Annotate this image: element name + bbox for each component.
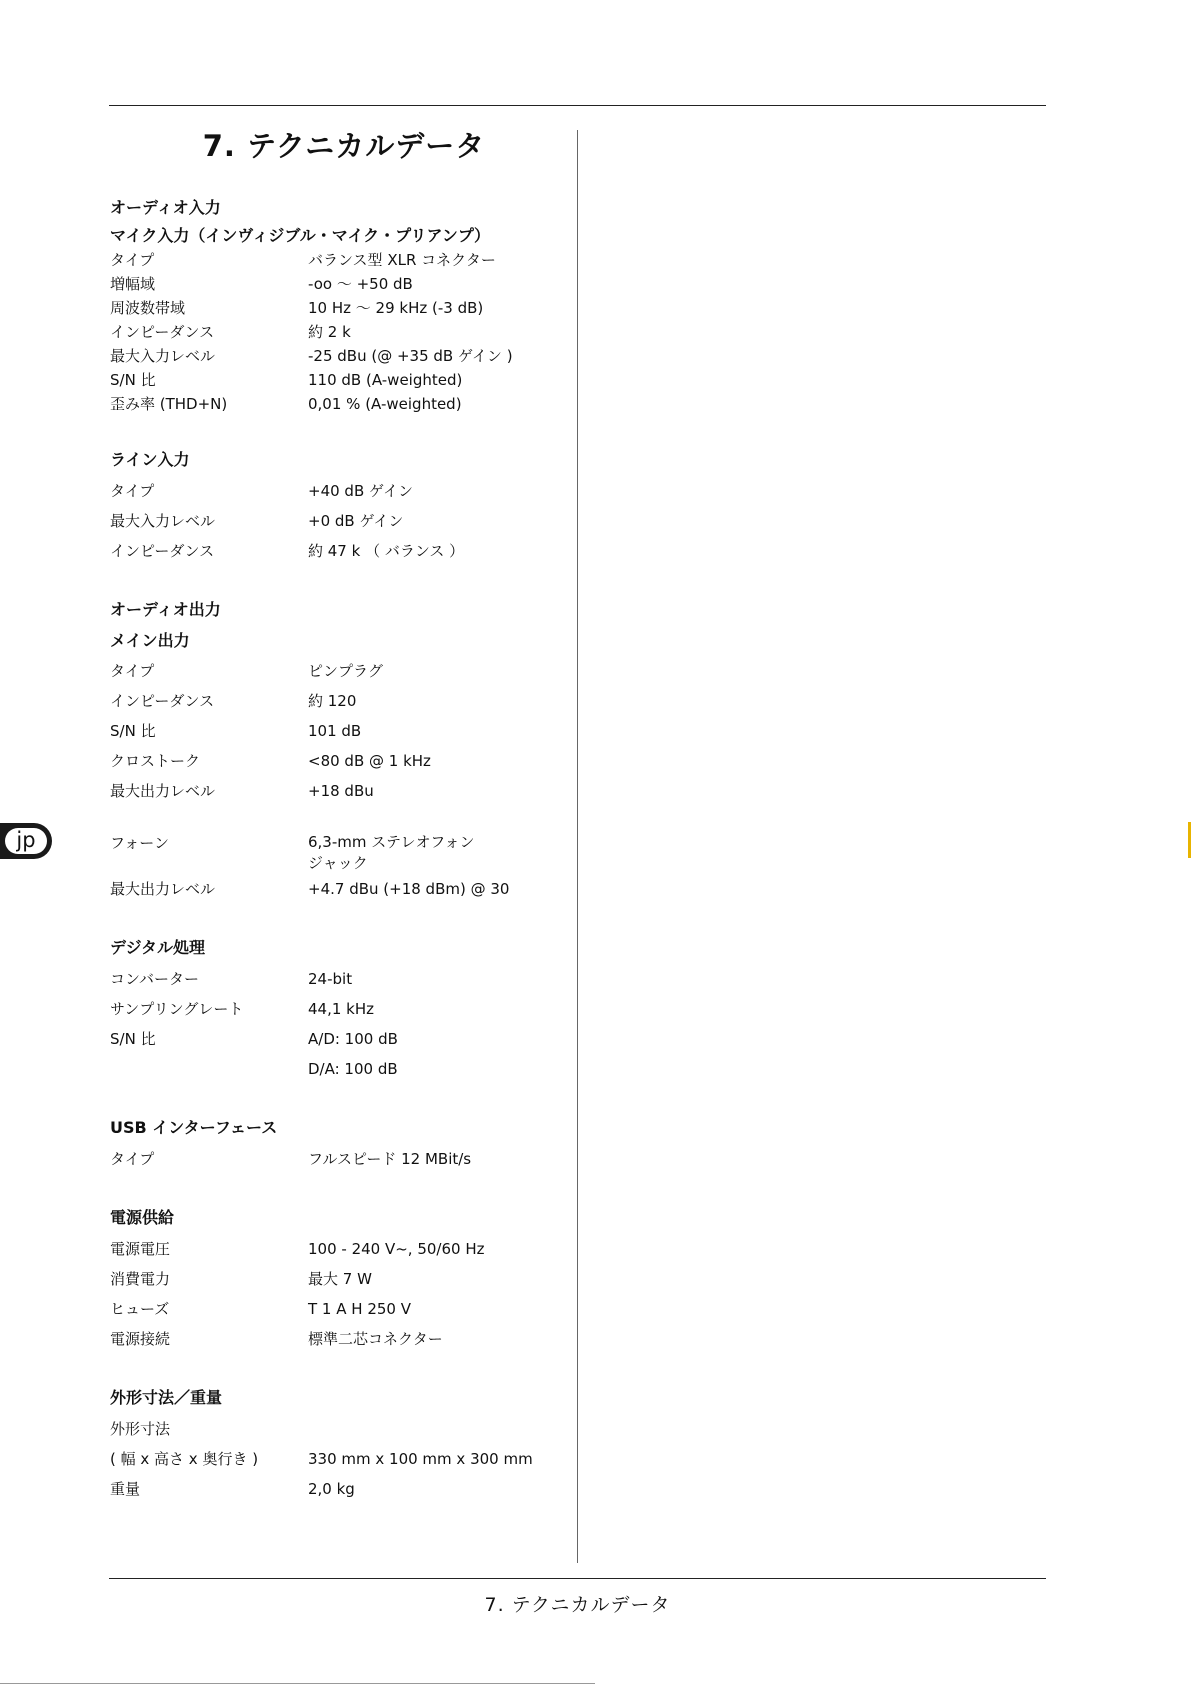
spec-label: 最大出力レベル [110,782,216,800]
spec-value: 約 47 k （ バランス ） [308,542,465,560]
spec-value: 100 - 240 V~, 50/60 Hz [308,1240,485,1258]
spec-label: 重量 [110,1480,141,1498]
spec-row [110,1264,570,1294]
spec-row [110,1414,570,1444]
spec-row [110,320,570,344]
spec-value: ピンプラグ [308,662,384,680]
spec-value: A/D: 100 dB [308,1030,398,1048]
language-tab [0,823,52,859]
spec-label: ( 幅 x 高さ x 奥行き ) [110,1450,259,1468]
section-title: デジタル処理 [110,938,206,957]
spec-row [110,1024,570,1054]
section-power-supply [110,1206,570,1354]
spec-label: 電源電圧 [110,1240,171,1258]
spec-label: タイプ [110,482,155,500]
spec-value: 0,01 % (A-weighted) [308,395,462,413]
spec-row [110,686,570,716]
spec-value: <80 dB @ 1 kHz [308,752,431,770]
spec-row [110,964,570,994]
spec-row [110,1234,570,1264]
spec-value: 110 dB (A-weighted) [308,371,463,389]
section-title: オーディオ出力 [110,600,221,619]
spec-value: T 1 A H 250 V [308,1300,411,1318]
spec-value: 10 Hz 〜 29 kHz (-3 dB) [308,299,484,317]
spec-label: ヒューズ [110,1300,170,1318]
spec-label [110,1054,308,1084]
spec-value: 24-bit [308,970,353,988]
section-title: USB インターフェース [110,1118,278,1137]
section-dimensions-weight [110,1386,570,1504]
spec-row [110,344,570,368]
section-digital-processing [110,936,570,1084]
spec-row [110,874,570,904]
spec-value: 44,1 kHz [308,1000,375,1018]
section-line-input [110,448,570,566]
spec-value: 約 2 k [308,323,351,341]
spec-label: 外形寸法 [110,1420,171,1438]
column-divider [577,130,578,1563]
section-title: 電源供給 [110,1208,175,1227]
spec-label: インピーダンス [110,692,215,710]
spec-row [110,272,570,296]
spec-value: -oo 〜 +50 dB [308,275,413,293]
spec-label: 歪み率 (THD+N) [110,395,228,413]
spec-row [110,1054,570,1084]
spec-label: インピーダンス [110,542,215,560]
spec-row [110,994,570,1024]
spec-value: -25 dBu (@ +35 dB ゲイン ) [308,347,513,365]
spec-value: バランス型 XLR コネクター [308,251,496,269]
spec-label: 増幅域 [110,275,156,293]
spec-label: 最大入力レベル [110,512,216,530]
section-title: 外形寸法／重量 [110,1388,223,1407]
spec-label: 最大出力レベル [110,880,216,898]
spec-label: S/N 比 [110,1030,156,1048]
spec-label: S/N 比 [110,722,156,740]
spec-value: D/A: 100 dB [308,1060,398,1078]
spec-row-phones [110,828,570,874]
spec-row [110,296,570,320]
spec-row [110,656,570,686]
spec-label: 消費電力 [110,1270,171,1288]
spec-value: フルスピード 12 MBit/s [308,1150,472,1168]
spec-row [110,776,570,806]
section-usb-interface [110,1116,570,1174]
spec-value: 330 mm x 100 mm x 300 mm [308,1450,533,1468]
spec-label: サンプリングレート [110,1000,244,1018]
spec-label: 電源接続 [110,1330,171,1348]
spec-value: 2,0 kg [308,1480,355,1498]
spec-value: 6,3-mm ステレオフォン ジャック [308,833,475,872]
spec-label: 最大入力レベル [110,347,216,365]
spec-value: +4.7 dBu (+18 dBm) @ 30 [308,880,510,898]
spec-value: 標準二芯コネクター [308,1330,443,1348]
spec-row [110,248,570,272]
spec-value [308,1414,570,1444]
spec-row [110,476,570,506]
spec-label: タイプ [110,1150,155,1168]
page-title: 7. テクニカルデータ [202,129,486,163]
spec-value: 最大 7 W [308,1270,372,1288]
spec-row [110,368,570,392]
spec-label: コンバーター [110,970,199,988]
spec-row [110,506,570,536]
section-title: オーディオ入力 [110,198,221,217]
spec-list [110,196,570,1536]
spec-row [110,536,570,566]
spec-label: タイプ [110,662,155,680]
spec-label: S/N 比 [110,371,156,389]
spec-row [110,1474,570,1504]
language-tab-label: jp [5,828,47,854]
spec-label: フォーン [110,834,169,852]
spec-value: +40 dB ゲイン [308,482,413,500]
section-audio-input [110,196,570,416]
top-rule [109,105,1046,106]
spec-row [110,1444,570,1474]
spec-label: 周波数帯域 [110,299,186,317]
section-title: ライン入力 [110,450,190,469]
spec-label: インピーダンス [110,323,215,341]
page-edge-line [0,1683,595,1684]
spec-value: +0 dB ゲイン [308,512,404,530]
spec-row [110,1144,570,1174]
subsection-title: メイン出力 [110,631,190,650]
spec-row [110,1324,570,1354]
bottom-rule [109,1578,1046,1579]
subsection-title: マイク入力（インヴィジブル・マイク・プリアンプ） [110,226,491,245]
spec-value: 約 120 [308,692,357,710]
spec-row [110,392,570,416]
spec-row [110,746,570,776]
spec-label: タイプ [110,251,155,269]
page-footer: 7. テクニカルデータ [484,1594,671,1616]
section-audio-output [110,598,570,904]
spec-label: クロストーク [110,752,201,770]
spec-value: +18 dBu [308,782,374,800]
spec-row [110,1294,570,1324]
spec-value: 101 dB [308,722,362,740]
spec-row [110,716,570,746]
